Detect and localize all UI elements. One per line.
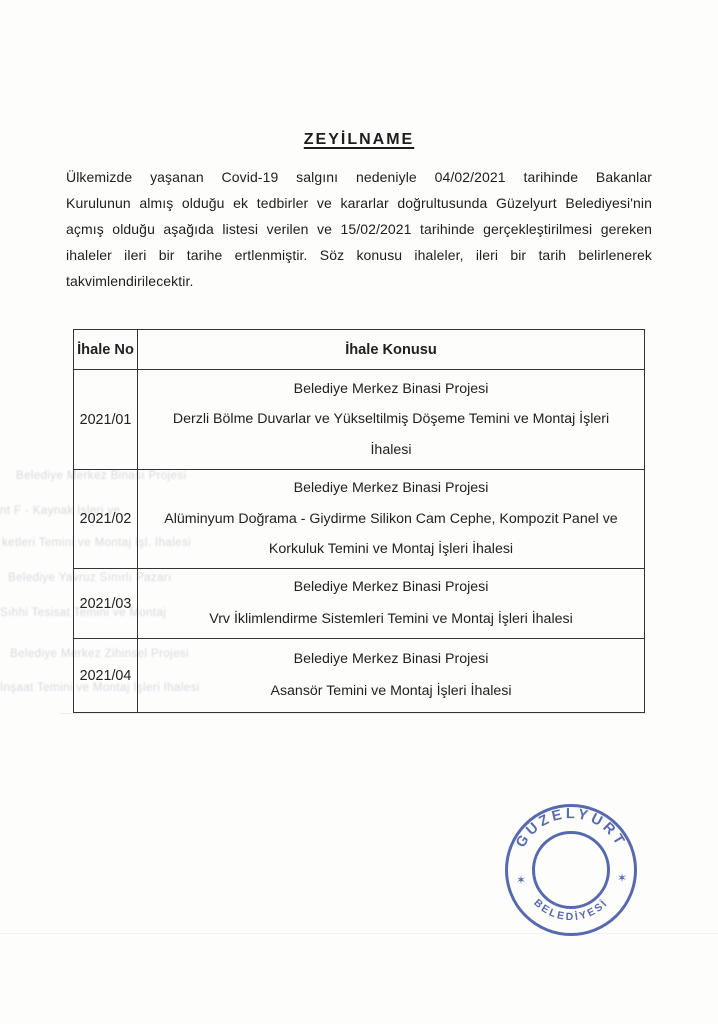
stamp-star-left-icon: ✶ [515,873,527,887]
bleedthrough-text: ketleri Temini ve Montaj İşl. İhalesi [2,537,192,549]
table-row [74,568,644,638]
tender-subject-line: Belediye Merkez Binasi Projesi [293,380,489,397]
table-row [74,369,644,469]
header-ihale-no: İhale No [74,330,138,369]
tender-subject [138,639,644,712]
header-ihale-konusu: İhale Konusu [345,341,437,358]
tender-subject-line: Belediye Merkez Binasi Projesi [293,480,489,497]
paragraph-line: Ülkemizde yaşanan Covid-19 salgını nedeniyle 04/02/2021 tarihinde Bakanlar [66,169,652,185]
tender-subject-line: Belediye Merkez Binasi Projesi [293,579,489,595]
bleedthrough-text: Sıhhi Tesisat Temini ve Montaj [0,607,167,619]
bleedthrough-text: Belediye Yavruz Sınırlı Pazarı [8,572,172,584]
paragraph-line: takvimlendirilecektir. [66,273,194,289]
bleedthrough-text: Belediye Merkez Zihinsel Projesi [10,648,189,660]
stamp-star-right-icon: ✶ [616,871,628,885]
stamp-bottom-text: BELEDİYESİ [531,896,611,924]
tender-subject [138,470,644,568]
tender-subject-line: Korkuluk Temini ve Montaj İşleri İhalesi [268,541,514,558]
bleedthrough-text: nt F - Kaynak İşleri ve [0,505,121,517]
tender-subject-line: Belediye Merkez Binasi Projesi [293,651,489,667]
tender-subject-line: Derzli Bölme Duvarlar ve Yükseltilmiş Döşeme Temini ve Montaj İşleri [172,411,610,428]
municipality-stamp [501,800,641,940]
tender-subject-line: Alüminyum Doğrama - Giydirme Silikon Cam Cephe, Kompozit Panel ve [164,510,618,527]
stamp-inner-ring [534,833,609,908]
bleedthrough-text: Belediye Merkez Binası Projesi [16,470,187,482]
tender-subject-line: İhalesi [370,441,412,458]
table-header-row [74,330,644,369]
tender-number: 2021/02 [74,470,138,568]
tender-number: 2021/04 [74,639,138,712]
paragraph-line: ihaleler ileri bir tarihe ertlenmiştir. Söz konusu ihaleler, ileri bir tarih belirlenerek [66,247,652,263]
tender-subject-line: Vrv İklimlendirme Sistemleri Temini ve Montaj İşleri İhalesi [209,610,573,627]
tender-table [73,329,645,713]
tender-subject-line: Asansör Temini ve Montaj İşleri İhalesi [270,682,512,699]
tender-number: 2021/01 [74,370,138,469]
bleedthrough-text: İnşaat Temini ve Montaj İşleri İhalesi [0,682,200,694]
tender-subject [138,569,644,638]
table-row [74,469,644,568]
intro-paragraph [66,164,652,294]
document-title: ZEYİLNAME [303,131,415,148]
tender-subject [138,370,644,469]
scan-artifact-line [60,713,645,714]
table-row [74,638,644,712]
paragraph-line: Kurulunun almış olduğu ek tedbirler ve kararlar doğrultusunda Güzelyurt Belediyesi'nin [66,195,652,211]
paragraph-line: açmış olduğu aşağıda listesi verilen ve 15/02/2021 tarihinde gerçekleştirilmesi gereken [66,221,652,237]
stamp-top-text: GÜZELYURT [513,806,629,851]
tender-number: 2021/03 [74,569,138,638]
